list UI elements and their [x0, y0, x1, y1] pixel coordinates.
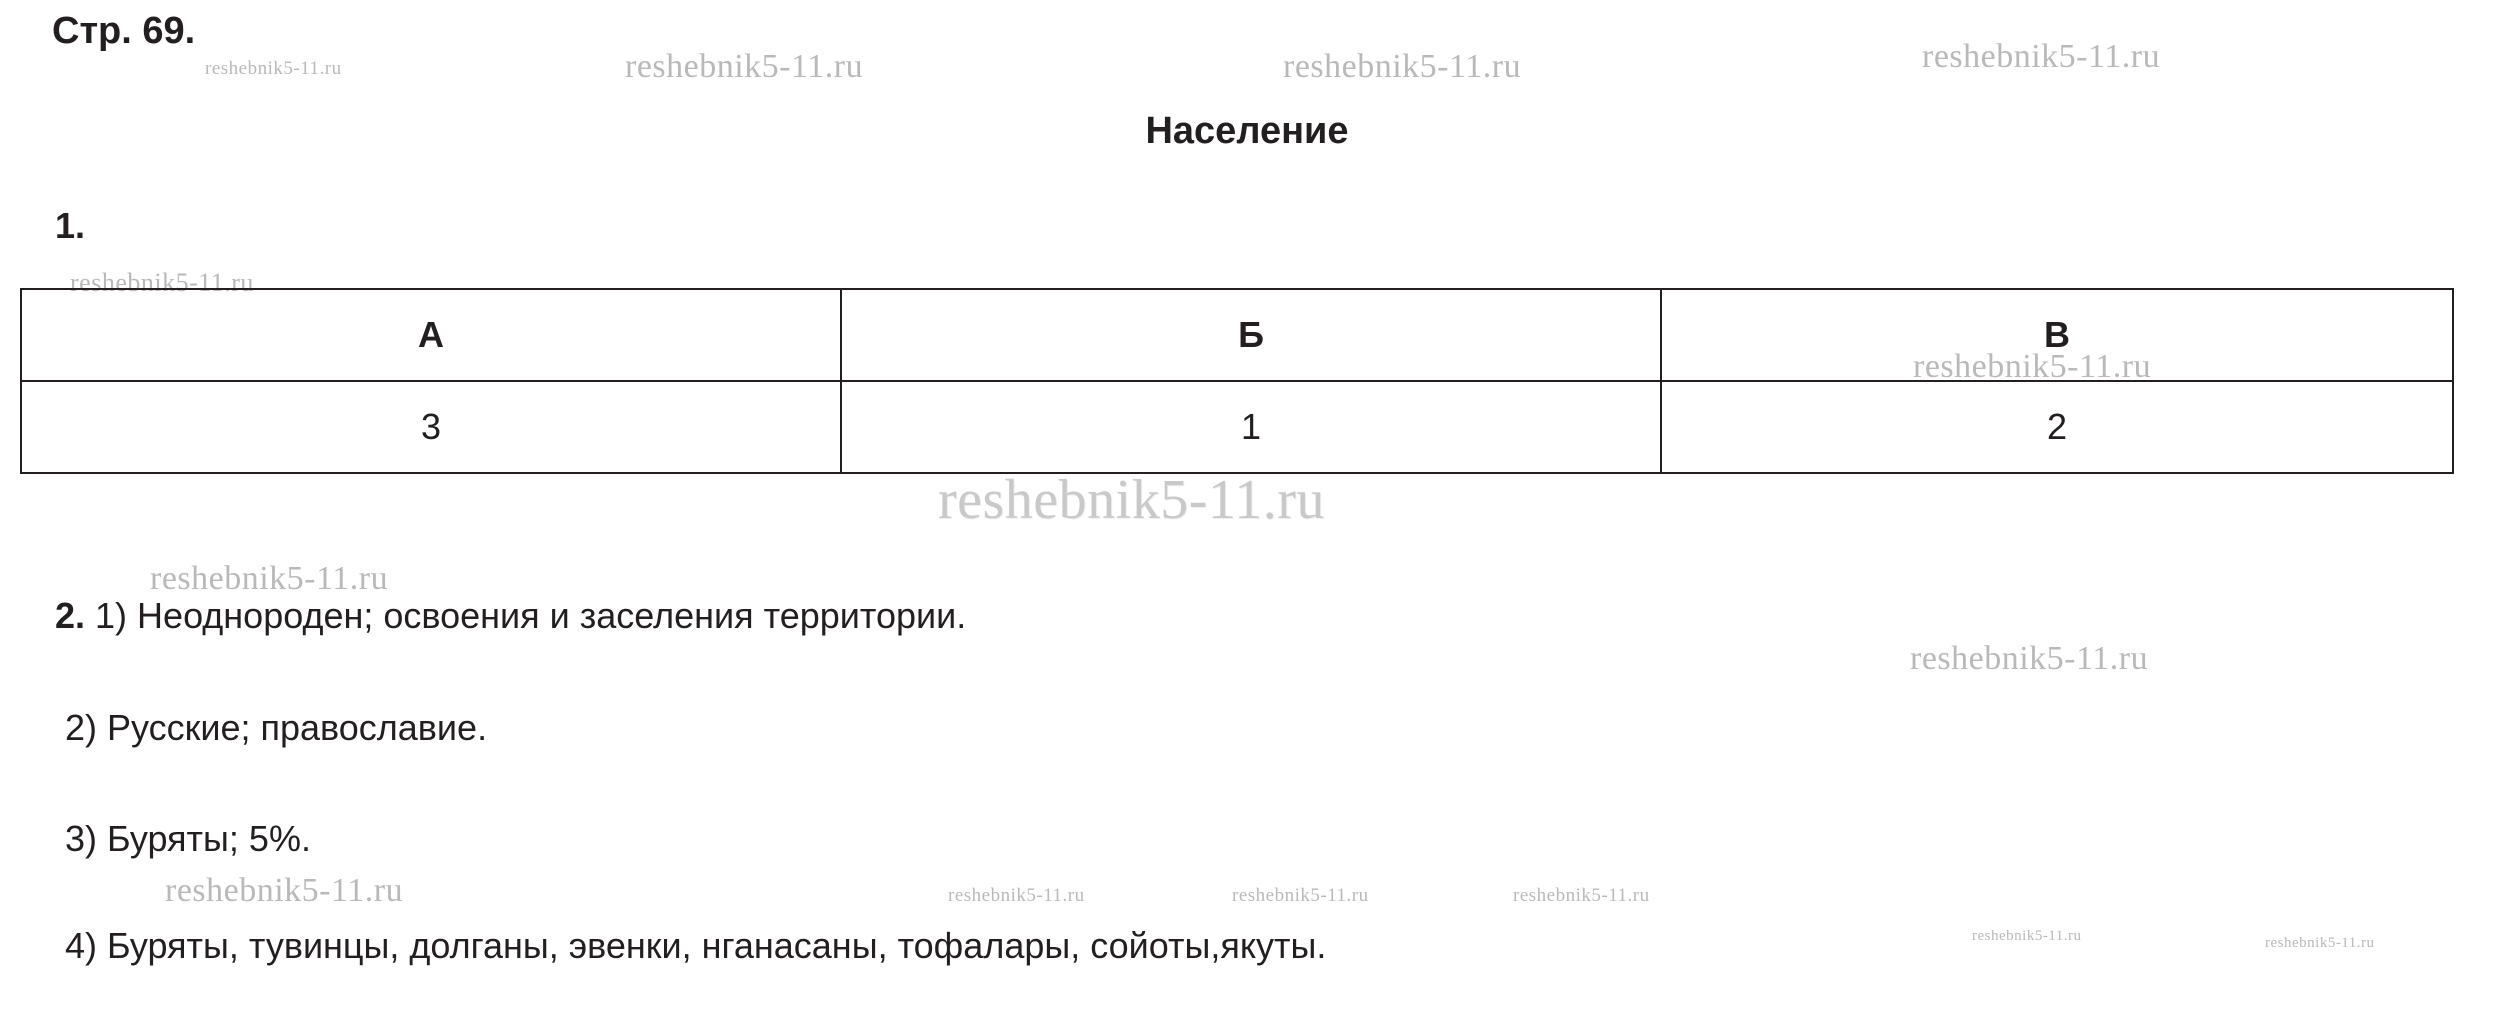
table-header-cell: А [21, 289, 841, 381]
watermark-text: reshebnik5-11.ru [1972, 928, 2082, 944]
table-row [21, 381, 2453, 473]
task-2-line-3: 3) Буряты; 5%. [65, 818, 311, 859]
watermark-text: reshebnik5-11.ru [70, 268, 254, 297]
watermark-text: reshebnik5-11.ru [625, 48, 864, 85]
watermark-text: reshebnik5-11.ru [205, 58, 342, 79]
task-2-line-1 [55, 595, 967, 636]
watermark-text: reshebnik5-11.ru [150, 560, 389, 597]
watermark-text: reshebnik5-11.ru [165, 872, 404, 909]
task-2-answer-1: 1) Неоднороден; освоения и заселения территории. [95, 595, 967, 636]
table-row-header [21, 289, 2453, 381]
page-title: Население [1145, 110, 1349, 152]
table-answer-cell: 2 [1661, 381, 2453, 473]
watermark-text: reshebnik5-11.ru [948, 885, 1085, 906]
watermark-text: reshebnik5-11.ru [938, 469, 1325, 531]
watermark-text: reshebnik5-11.ru [1910, 640, 2149, 677]
watermark-text: reshebnik5-11.ru [2265, 935, 2375, 951]
watermark-text: reshebnik5-11.ru [1913, 348, 2152, 385]
table-header-cell: В [1661, 289, 2453, 381]
table-header-cell: Б [841, 289, 1661, 381]
watermark-text: reshebnik5-11.ru [1922, 38, 2161, 75]
watermark-text: reshebnik5-11.ru [1513, 885, 1650, 906]
task-2-number: 2. [55, 595, 86, 636]
table-answer-cell: 3 [21, 381, 841, 473]
watermark-text: reshebnik5-11.ru [1283, 48, 1522, 85]
table-answer-cell: 1 [841, 381, 1661, 473]
task-1-number: 1. [55, 205, 86, 246]
answer-table [20, 288, 2454, 474]
page-label: Стр. 69. [52, 10, 196, 52]
watermark-text: reshebnik5-11.ru [1232, 885, 1369, 906]
task-2-line-2: 2) Русские; православие. [65, 707, 488, 748]
task-2-line-4: 4) Буряты, тувинцы, долганы, эвенки, нганасаны, тофалары, сойоты,якуты. [65, 925, 1327, 966]
